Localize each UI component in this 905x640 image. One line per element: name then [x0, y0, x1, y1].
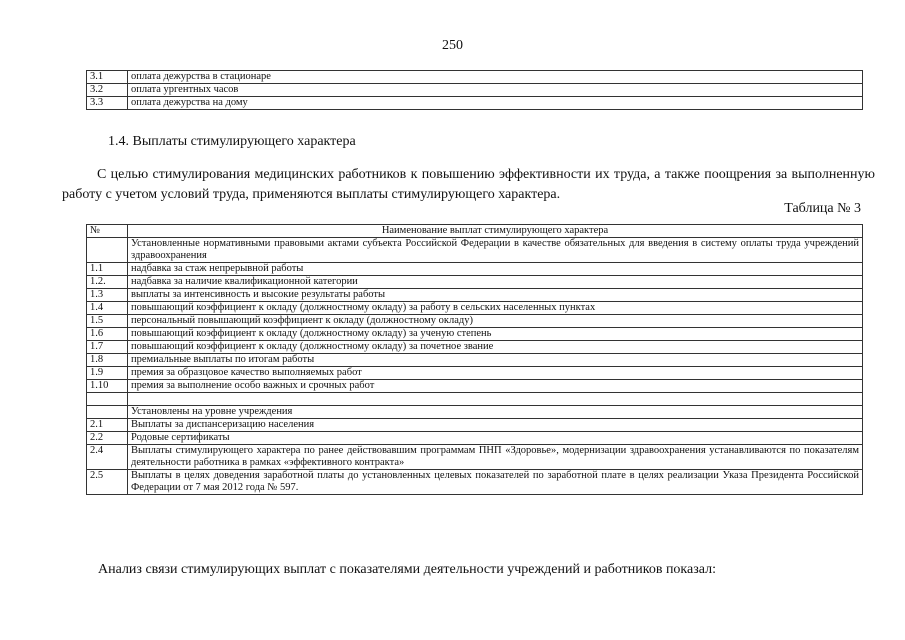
row-text: Родовые сертификаты: [128, 432, 863, 445]
row-number: 1.2.: [87, 276, 128, 289]
table-row: [87, 341, 863, 354]
row-text: Выплаты стимулирующего характера по ранее действовавшим программам ПНП «Здоровье», модернизации здравоохранения устанавливаются по показателям деятельности работника в рамках «эффективного контракта»: [128, 445, 863, 470]
row-text: Выплаты в целях доведения заработной платы до установленных целевых показателей по заработной плате в целях реализации Указа Президента Российской Федерации от 7 мая 2012 года № 597.: [128, 470, 863, 495]
row-number: 1.8: [87, 354, 128, 367]
empty-row: [87, 393, 863, 406]
intro-paragraph: С целью стимулирования медицинских работников к повышению эффективности их труда, а также поощрения за выполненную работу с учетом условий труда, применяются выплаты стимулирующего характера.: [62, 167, 875, 202]
row-text: премия за образцовое качество выполняемых работ: [128, 367, 863, 380]
table-row: [87, 263, 863, 276]
table-row: [87, 470, 863, 495]
table-row: [87, 289, 863, 302]
row-number: 2.5: [87, 470, 128, 495]
table-header-row: [87, 225, 863, 238]
row-number: 1.4: [87, 302, 128, 315]
row-number: 2.4: [87, 445, 128, 470]
closing-paragraph: Анализ связи стимулирующих выплат с показателями деятельности учреждений и работников показал:: [98, 562, 716, 577]
row-number: 3.2: [87, 84, 128, 97]
section-heading: 1.4. Выплаты стимулирующего характера: [108, 134, 356, 149]
group-heading-row: [87, 238, 863, 263]
table-row: [87, 367, 863, 380]
table-row: [87, 445, 863, 470]
row-text: повышающий коэффициент к окладу (должностному окладу) за работу в сельских населенных пунктах: [128, 302, 863, 315]
table-row: [87, 84, 863, 97]
page-number: 250: [442, 38, 463, 53]
row-number: 1.6: [87, 328, 128, 341]
row-number: 2.2: [87, 432, 128, 445]
table-row: [87, 328, 863, 341]
group-heading-row: [87, 406, 863, 419]
row-text: оплата дежурства на дому: [128, 97, 863, 110]
row-number: 1.1: [87, 263, 128, 276]
row-text: премиальные выплаты по итогам работы: [128, 354, 863, 367]
table-row: [87, 354, 863, 367]
row-number: 1.10: [87, 380, 128, 393]
row-text: повышающий коэффициент к окладу (должностному окладу) за ученую степень: [128, 328, 863, 341]
row-text: оплата дежурства в стационаре: [128, 71, 863, 84]
stimulating-payments-table: [86, 224, 863, 495]
row-text: премия за выполнение особо важных и срочных работ: [128, 380, 863, 393]
row-number: 3.3: [87, 97, 128, 110]
row-text: персональный повышающий коэффициент к окладу (должностному окладу): [128, 315, 863, 328]
payments-table-continuation: [86, 70, 863, 110]
table-caption: Таблица № 3: [784, 201, 861, 216]
row-text: надбавка за наличие квалификационной категории: [128, 276, 863, 289]
row-number: 1.9: [87, 367, 128, 380]
row-text: повышающий коэффициент к окладу (должностному окладу) за почетное звание: [128, 341, 863, 354]
table-row: [87, 432, 863, 445]
table-row: [87, 302, 863, 315]
header-number: №: [87, 225, 128, 238]
table-row: [87, 71, 863, 84]
table-row: [87, 380, 863, 393]
row-number: 2.1: [87, 419, 128, 432]
row-number: 1.3: [87, 289, 128, 302]
header-title: Наименование выплат стимулирующего характера: [128, 225, 863, 238]
row-text: оплата ургентных часов: [128, 84, 863, 97]
table-row: [87, 315, 863, 328]
row-number: 3.1: [87, 71, 128, 84]
group1-heading: Установленные нормативными правовыми актами субъекта Российской Федерации в качестве обязательных для введения в систему оплаты труда учреждений здравоохранения: [128, 238, 863, 263]
row-text: Выплаты за диспансеризацию населения: [128, 419, 863, 432]
table-row: [87, 97, 863, 110]
group2-heading: Установлены на уровне учреждения: [128, 406, 863, 419]
row-number: 1.5: [87, 315, 128, 328]
row-number: 1.7: [87, 341, 128, 354]
row-text: надбавка за стаж непрерывной работы: [128, 263, 863, 276]
row-text: выплаты за интенсивность и высокие результаты работы: [128, 289, 863, 302]
table-row: [87, 419, 863, 432]
table-row: [87, 276, 863, 289]
